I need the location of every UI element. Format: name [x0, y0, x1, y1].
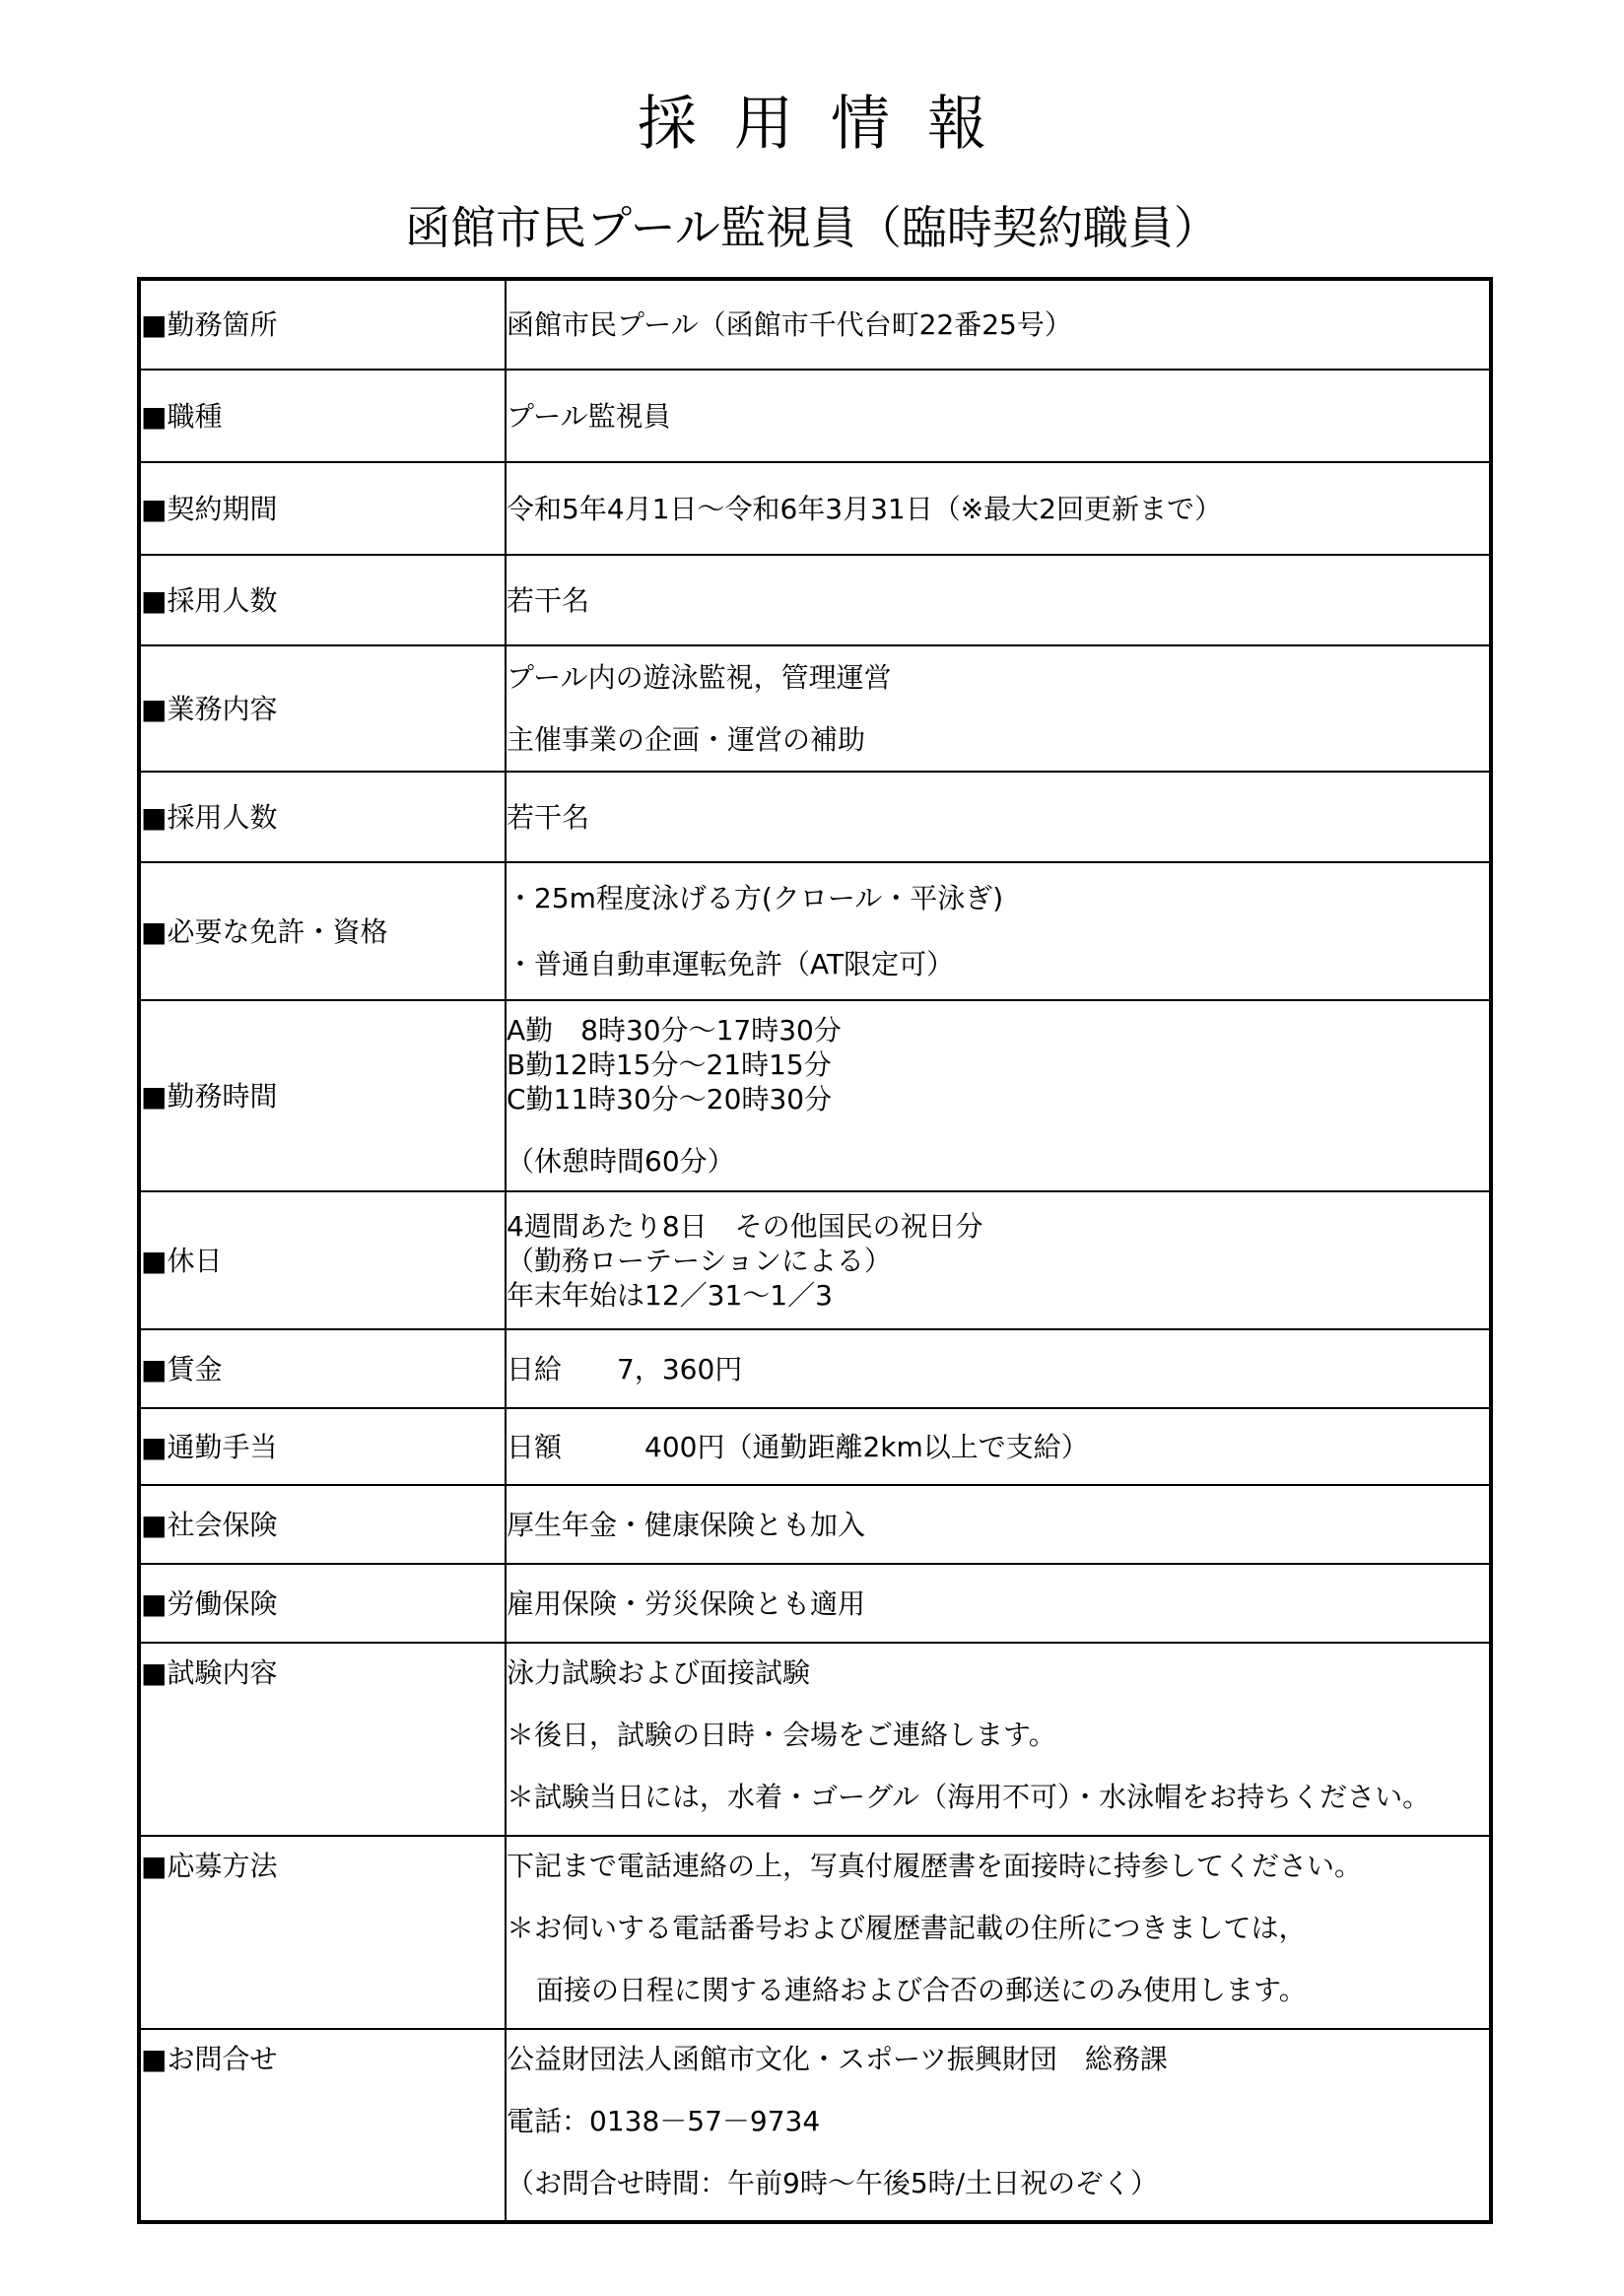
- row-label: ■勤務箇所: [139, 279, 506, 370]
- row-value: [506, 1329, 1491, 1408]
- row-label: ■社会保険: [139, 1485, 506, 1564]
- row-label: ■試験内容: [139, 1643, 506, 1836]
- row-value: [506, 1485, 1491, 1564]
- value-line: 年末年始は12／31～1／3: [507, 1278, 833, 1312]
- table-row-exam: [139, 1643, 1491, 1836]
- value-line: ＊後日，試験の日時・会場をご連絡します。: [507, 1719, 1056, 1751]
- value-line: 函館市民プール（函館市千代台町22番25号）: [507, 308, 1072, 341]
- row-label: ■必要な免許・資格: [139, 862, 506, 1000]
- value-line: ・25m程度泳げる方(クロール・平泳ぎ): [507, 882, 1004, 914]
- table-row-commuting-allowance: [139, 1408, 1491, 1485]
- row-value: [506, 772, 1491, 862]
- value-line: 令和5年4月1日～令和6年3月31日（※最大2回更新まで）: [507, 492, 1222, 525]
- row-value: [506, 862, 1491, 1000]
- value-line: C勤11時30分～20時30分: [507, 1083, 833, 1115]
- row-value: [506, 1408, 1491, 1485]
- table-row-social-insurance: [139, 1485, 1491, 1564]
- value-line: ＊試験当日には，水着・ゴーグル（海用不可）・水泳帽をお持ちください。: [507, 1781, 1431, 1813]
- row-label: ■勤務時間: [139, 1000, 506, 1191]
- table-row-contact: [139, 2029, 1491, 2222]
- value-line: 公益財団法人函館市文化・スポーツ振興財団 総務課: [507, 2043, 1168, 2075]
- row-label: ■通勤手当: [139, 1408, 506, 1485]
- value-line: 若干名: [507, 583, 590, 617]
- value-line: 下記まで電話連絡の上，写真付履歴書を面接時に持参してください。: [507, 1850, 1363, 1882]
- row-value: [506, 370, 1491, 462]
- value-line: （お問合せ時間：午前9時～午後5時/土日祝のぞく）: [507, 2167, 1159, 2199]
- row-label: ■応募方法: [139, 1836, 506, 2029]
- page-subtitle: 函館市民プール監視員（臨時契約職員）: [405, 201, 1219, 254]
- row-label: ■休日: [139, 1191, 506, 1329]
- row-value: [506, 1643, 1491, 1836]
- value-line: 主催事業の企画・運営の補助: [507, 723, 866, 756]
- value-line: （勤務ローテーションによる）: [507, 1244, 892, 1277]
- value-line: 面接の日程に関する連絡および合否の郵送にのみ使用します。: [536, 1974, 1307, 2006]
- table-row-duties: [139, 645, 1491, 772]
- row-value: [506, 1836, 1491, 2029]
- table-row-working-hours: [139, 1000, 1491, 1191]
- row-label: ■契約期間: [139, 462, 506, 555]
- row-label: ■職種: [139, 370, 506, 462]
- row-value: [506, 462, 1491, 555]
- value-line: 4週間あたり8日 その他国民の祝日分: [507, 1209, 983, 1243]
- table-row-wage: [139, 1329, 1491, 1408]
- table-row-job-type: [139, 370, 1491, 462]
- row-label: ■採用人数: [139, 555, 506, 645]
- value-line: ・普通自動車運転免許（AT限定可）: [507, 948, 955, 980]
- row-value: [506, 645, 1491, 772]
- page-title: 採用情報: [638, 90, 1024, 159]
- value-line: 若干名: [507, 800, 590, 834]
- value-line: プール内の遊泳監視，管理運営: [507, 661, 892, 694]
- row-value: [506, 279, 1491, 370]
- value-line: 日給 7，360円: [507, 1352, 743, 1385]
- row-value: [506, 1000, 1491, 1191]
- table-row-application-method: [139, 1836, 1491, 2029]
- row-label: ■業務内容: [139, 645, 506, 772]
- row-label: ■お問合せ: [139, 2029, 506, 2222]
- value-line: B勤12時15分～21時15分: [507, 1048, 832, 1081]
- value-line: 電話：0138－57－9734: [507, 2105, 821, 2137]
- value-line: 雇用保険・労災保険とも適用: [507, 1587, 866, 1620]
- value-line: プール監視員: [507, 399, 671, 433]
- value-line: 日額 400円（通勤距離2km以上で支給）: [507, 1430, 1089, 1463]
- table-row-headcount: [139, 555, 1491, 645]
- table-row-qualifications: [139, 862, 1491, 1000]
- row-value: [506, 555, 1491, 645]
- row-label: ■採用人数: [139, 772, 506, 862]
- table-row-labor-insurance: [139, 1564, 1491, 1643]
- row-value: [506, 1191, 1491, 1329]
- value-line: （休憩時間60分）: [507, 1145, 735, 1178]
- value-line: ＊お伺いする電話番号および履歴書記載の住所につきましては，: [507, 1912, 1307, 1944]
- value-line: A勤 8時30分～17時30分: [507, 1014, 842, 1047]
- value-line: 厚生年金・健康保険とも加入: [507, 1508, 866, 1541]
- table-row-holidays: [139, 1191, 1491, 1329]
- row-value: [506, 1564, 1491, 1643]
- row-value: [506, 2029, 1491, 2222]
- row-label: ■労働保険: [139, 1564, 506, 1643]
- value-line: 泳力試験および面接試験: [507, 1656, 811, 1689]
- table-row-headcount: [139, 772, 1491, 862]
- table-row-contract-period: [139, 462, 1491, 555]
- recruitment-info-table: [137, 277, 1493, 2224]
- table-row-workplace: [139, 279, 1491, 370]
- row-label: ■賃金: [139, 1329, 506, 1408]
